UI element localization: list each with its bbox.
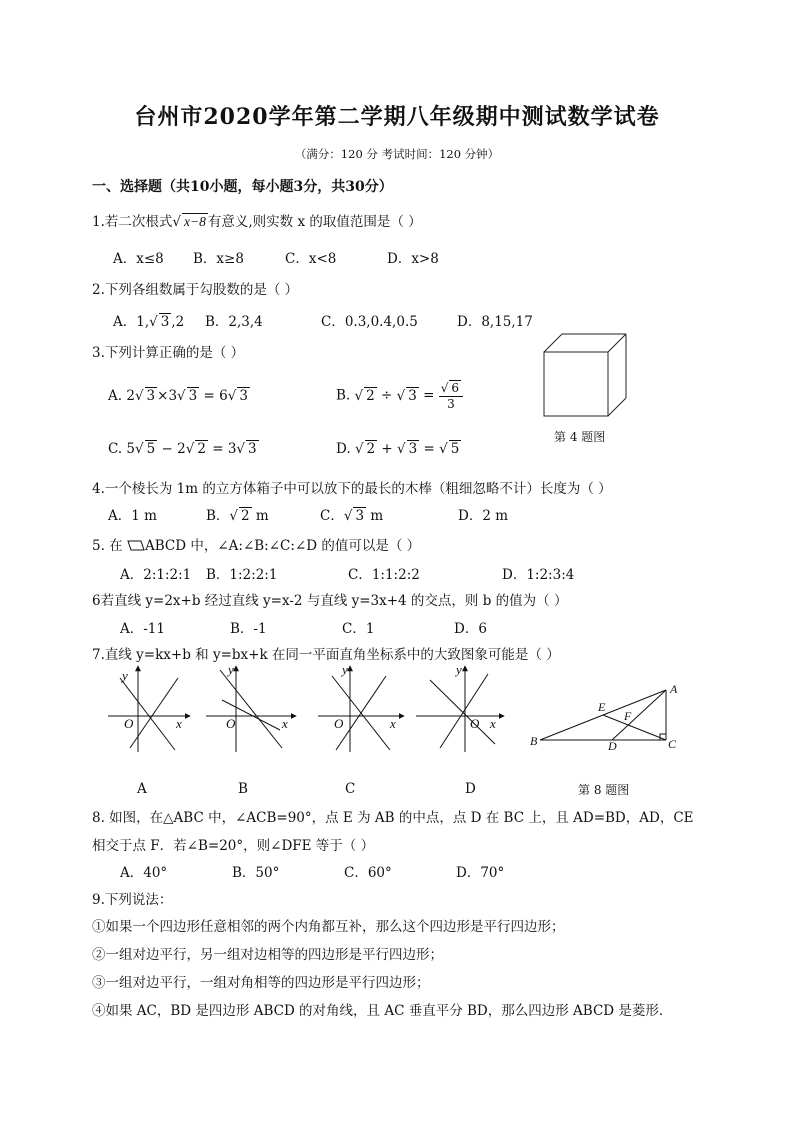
statement-1: ①如果一个四边形任意相邻的两个内角都互补，那么这个四边形是平行四边形； — [92, 919, 565, 935]
option-d[interactable]: D．6 — [454, 621, 487, 637]
sqrt-symbol — [172, 214, 181, 230]
statement-4: ④如果 AC，BD 是四边形 ABCD 的对角线，且 AC 垂直平分 BD，那么四边形 ABCD 是菱形． — [92, 1003, 673, 1019]
option-b[interactable]: B．-1 — [230, 621, 267, 637]
q1-radicand: x−8 — [184, 214, 206, 229]
option-d[interactable]: D．x>8 — [387, 251, 439, 267]
option-a-pre: A．1, — [113, 314, 150, 330]
statement-2: ②一组对边平行，另一组对边相等的四边形是平行四边形； — [92, 947, 443, 963]
q8-options — [120, 861, 504, 881]
question-3: 3.下列计算正确的是（ ） — [92, 345, 245, 361]
option-d[interactable]: D. √ 2 + √ 3 = √ 5 — [336, 440, 461, 457]
origin-label: O — [470, 716, 480, 731]
graph-label-d: D — [465, 781, 476, 797]
q5-stem-pre: 5. 在 — [92, 538, 123, 554]
q1-stem-post: 有意义,则实数 x 的取值范围是（ ） — [207, 214, 422, 230]
q2-options — [113, 310, 533, 330]
q1-stem-pre: 1.若二次根式 — [92, 214, 173, 230]
graph-b[interactable] — [206, 666, 296, 752]
option-c[interactable]: C. 5√ 5 − 2√ 2 = 3√ 3 — [108, 440, 259, 457]
option-d[interactable]: D．1:2:3:4 — [502, 567, 575, 583]
question-1 — [92, 210, 422, 230]
q4-options — [108, 504, 508, 524]
cube-figure — [540, 330, 632, 420]
option-b[interactable]: B．2,3,4 — [205, 314, 263, 330]
graph-c[interactable] — [318, 666, 404, 752]
option-a[interactable]: A．x≤8 — [113, 251, 164, 267]
origin-label: O — [334, 716, 344, 731]
question-2: 2.下列各组数属于勾股数的是（ ） — [92, 282, 299, 298]
y-axis-label: y — [342, 662, 348, 677]
option-b[interactable]: B．50° — [232, 865, 280, 881]
option-c[interactable]: C．√ 3 m — [320, 504, 458, 524]
option-c[interactable]: C．60° — [344, 865, 392, 881]
option-d[interactable]: D．70° — [456, 865, 505, 881]
option-c[interactable]: C．1 — [342, 621, 375, 637]
graph-label-a: A — [137, 781, 147, 797]
option-d[interactable]: D．2 m — [458, 508, 509, 524]
fig4-caption: 第 4 题图 — [554, 430, 606, 444]
y-axis-label: y — [456, 662, 462, 677]
fig8-caption: 第 8 题图 — [578, 783, 630, 797]
triangle-figure — [528, 682, 688, 752]
sqrt-symbol — [149, 314, 158, 330]
y-axis-label: y — [122, 668, 128, 683]
section-heading: 一、选择题（共10小题，每小题3分，共30分） — [92, 179, 393, 195]
option-a[interactable] — [113, 310, 205, 330]
option-a[interactable]: A．2:1:2:1 — [120, 567, 192, 583]
option-c[interactable]: C．0.3,0.4,0.5 — [321, 314, 418, 330]
option-b-label: B. — [336, 387, 351, 404]
point-c-label: C — [668, 737, 677, 751]
option-c[interactable]: C．x<8 — [285, 251, 337, 267]
option-a[interactable]: A．40° — [120, 865, 168, 881]
option-a[interactable]: A．-11 — [120, 621, 165, 637]
parallelogram-icon — [127, 540, 145, 551]
option-b[interactable]: B. √ 2 ÷ √ 3 = √ $\frac{6}{3}$ — [336, 380, 463, 412]
option-a-label: A. — [108, 388, 123, 404]
graph-d[interactable] — [416, 666, 504, 752]
q5-stem-post: ABCD 中，∠A:∠B:∠C:∠D 的值可以是（ ） — [144, 538, 421, 554]
question-9: 9.下列说法： — [92, 892, 173, 908]
option-d[interactable]: D．8,15,17 — [457, 314, 533, 330]
page-title: 台州市2020学年第二学期八年级期中测试数学试卷 — [134, 104, 660, 130]
statement-3: ③一组对边平行，一组对角相等的四边形是平行四边形； — [92, 975, 430, 991]
option-c-label: C. — [108, 441, 123, 457]
q7-graphs[interactable] — [100, 660, 520, 760]
q1-options — [113, 247, 439, 267]
option-a-radicand: 3 — [160, 314, 170, 330]
option-a[interactable]: A. 2√ 3 ×3√ 3 = 6√ 3 — [108, 387, 250, 404]
graph-label-b: B — [238, 781, 248, 797]
point-e-label: E — [598, 700, 606, 714]
question-7: 7.直线 y=kx+b 和 y=bx+k 在同一平面直角坐标系中的大致图象可能是（ ） — [92, 647, 560, 663]
graph-label-c: C — [345, 781, 356, 797]
y-axis-label: y — [228, 662, 234, 677]
question-5 — [92, 534, 420, 554]
question-8-line-1: 8. 如图，在△ABC 中，∠ACB=90°，点 E 为 AB 的中点，点 D 在 BC 上，且 AD=BD，AD，CE — [92, 810, 694, 826]
point-f-label: F — [624, 709, 632, 723]
option-a-post: ,2 — [171, 314, 185, 330]
x-axis-label: x — [176, 716, 182, 731]
x-axis-label: x — [390, 716, 396, 731]
question-6: 6若直线 y=2x+b 经过直线 y=x-2 与直线 y=3x+4 的交点，则 b 的值为（ ） — [92, 593, 568, 609]
option-b[interactable]: B．x≥8 — [193, 251, 244, 267]
q5-options — [120, 563, 574, 583]
origin-label: O — [124, 716, 134, 731]
question-4: 4.一个棱长为 1m 的立方体箱子中可以放下的最长的木棒（粗细忽略不计）长度为（ ） — [92, 481, 612, 497]
point-d-label: D — [608, 739, 617, 752]
option-a[interactable]: A．1 m — [108, 508, 157, 524]
graph-a[interactable] — [108, 666, 190, 752]
option-b[interactable]: B．1:2:2:1 — [206, 567, 278, 583]
option-d-label: D. — [336, 441, 351, 457]
point-b-label: B — [530, 734, 538, 748]
origin-label: O — [226, 716, 236, 731]
point-a-label: A — [670, 682, 678, 696]
x-axis-label: x — [282, 716, 288, 731]
option-b[interactable]: B．√ 2 m — [206, 504, 320, 524]
exam-info: （满分：120 分 考试时间：120 分钟） — [294, 147, 500, 161]
option-c[interactable]: C．1:1:2:2 — [348, 567, 420, 583]
q6-options — [120, 617, 487, 637]
x-axis-label: x — [490, 716, 496, 731]
question-8-line-2: 相交于点 F．若∠B=20°，则∠DFE 等于（ ） — [92, 838, 375, 854]
